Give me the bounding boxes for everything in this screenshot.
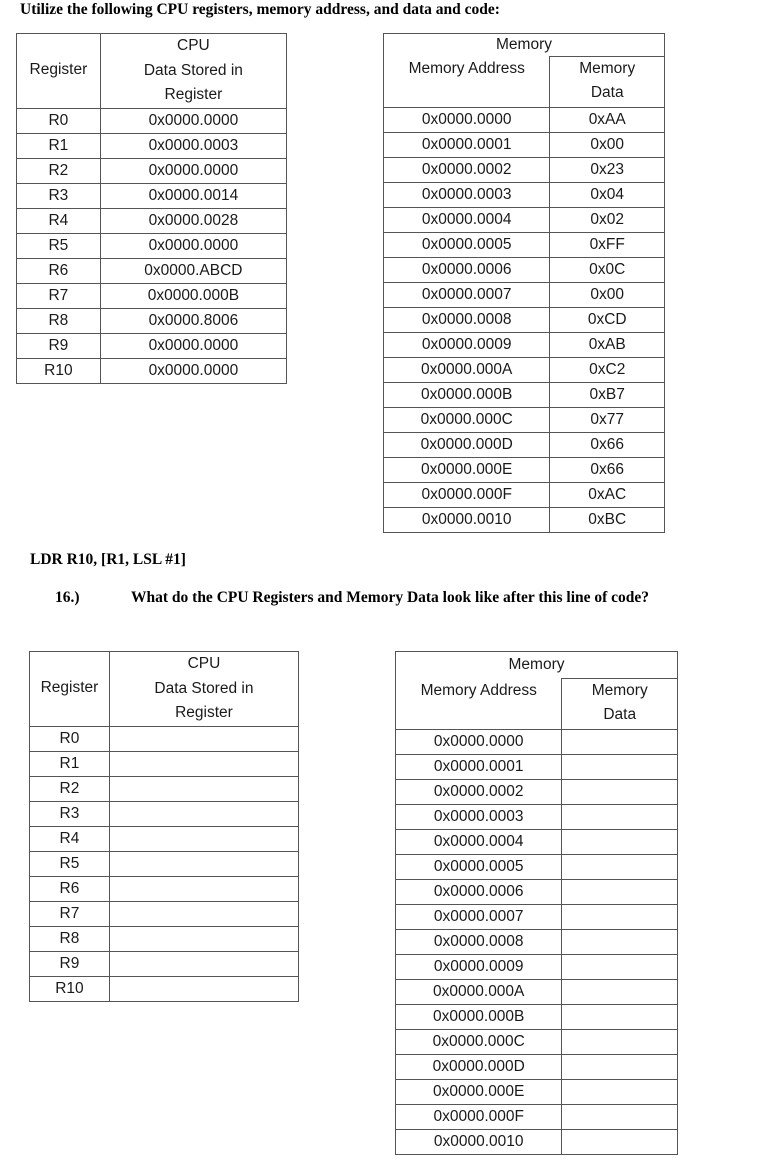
- register-answer-cell[interactable]: [109, 927, 298, 952]
- register-answer-cell[interactable]: [109, 802, 298, 827]
- table-row: [384, 508, 665, 533]
- memory-answer-cell[interactable]: [562, 780, 678, 805]
- register-answer-cell[interactable]: [109, 902, 298, 927]
- memory-answer-cell[interactable]: [562, 1130, 678, 1155]
- memory-data: 0x02: [550, 208, 665, 233]
- register-name: R4: [30, 827, 110, 852]
- table-row: [396, 1130, 678, 1155]
- question-number: 16.): [55, 589, 80, 606]
- memory-data-header-answer: Memory Data: [562, 679, 678, 730]
- memory-data-header: Memory Data: [550, 57, 665, 108]
- register-value: 0x0000.0000: [100, 109, 286, 134]
- memory-data: 0x0C: [550, 258, 665, 283]
- register-name: R5: [30, 852, 110, 877]
- memory-answer-cell[interactable]: [562, 955, 678, 980]
- memory-answer-cell[interactable]: [562, 755, 678, 780]
- register-header-answer: Register: [30, 652, 110, 727]
- register-value: 0x0000.0000: [100, 334, 286, 359]
- memory-address: 0x0000.0007: [384, 283, 550, 308]
- code-line: LDR R10, [R1, LSL #1]: [30, 551, 186, 568]
- memory-answer-cell[interactable]: [562, 730, 678, 755]
- memory-data: 0xC2: [550, 358, 665, 383]
- table-row: [17, 309, 287, 334]
- table-row: [30, 752, 299, 777]
- memory-header: Memory: [384, 34, 665, 57]
- memory-data: 0xBC: [550, 508, 665, 533]
- table-row: [384, 308, 665, 333]
- register-name: R0: [30, 727, 110, 752]
- register-name: R2: [30, 777, 110, 802]
- table-row: [17, 159, 287, 184]
- memory-address: 0x0000.0005: [384, 233, 550, 258]
- register-answer-cell[interactable]: [109, 877, 298, 902]
- heading: Utilize the following CPU registers, memory address, and data and code:: [20, 1, 500, 18]
- memory-data: 0xB7: [550, 383, 665, 408]
- table-row: [396, 1030, 678, 1055]
- memory-address-header-answer: Memory Address: [396, 679, 562, 730]
- table-row: [396, 980, 678, 1005]
- table-row: [396, 755, 678, 780]
- register-name: R1: [17, 134, 101, 159]
- memory-data: 0xAB: [550, 333, 665, 358]
- memory-data: 0xFF: [550, 233, 665, 258]
- table-row: [384, 233, 665, 258]
- question-text: What do the CPU Registers and Memory Data look like after this line of code?: [131, 589, 650, 606]
- register-name: R10: [17, 359, 101, 384]
- register-answer-cell[interactable]: [109, 752, 298, 777]
- memory-address: 0x0000.000A: [384, 358, 550, 383]
- table-row: [396, 955, 678, 980]
- cpu-header-answer: CPU: [109, 652, 298, 677]
- table-row: [396, 1105, 678, 1130]
- memory-address: 0x0000.0009: [396, 955, 562, 980]
- register-answer-cell[interactable]: [109, 952, 298, 977]
- memory-address: 0x0000.000C: [384, 408, 550, 433]
- register-value: 0x0000.ABCD: [100, 259, 286, 284]
- register-name: R10: [30, 977, 110, 1002]
- memory-address: 0x0000.0000: [396, 730, 562, 755]
- register-name: R7: [17, 284, 101, 309]
- table-row: [30, 977, 299, 1002]
- memory-address: 0x0000.0001: [384, 133, 550, 158]
- memory-answer-cell[interactable]: [562, 1105, 678, 1130]
- register-answer-cell[interactable]: [109, 827, 298, 852]
- memory-answer-cell[interactable]: [562, 905, 678, 930]
- table-row: [384, 458, 665, 483]
- table-row: [396, 1005, 678, 1030]
- memory-address-header: Memory Address: [384, 57, 550, 108]
- memory-address: 0x0000.0002: [384, 158, 550, 183]
- register-name: R5: [17, 234, 101, 259]
- register-name: R1: [30, 752, 110, 777]
- memory-address: 0x0000.0006: [384, 258, 550, 283]
- table-row: [396, 855, 678, 880]
- data-stored-header-answer: Data Stored in Register: [109, 677, 298, 727]
- table-row: [30, 802, 299, 827]
- register-value: 0x0000.0000: [100, 359, 286, 384]
- memory-address: 0x0000.0010: [396, 1130, 562, 1155]
- memory-answer-cell[interactable]: [562, 930, 678, 955]
- memory-address: 0x0000.000A: [396, 980, 562, 1005]
- register-name: R4: [17, 209, 101, 234]
- memory-answer-cell[interactable]: [562, 1030, 678, 1055]
- memory-answer-cell[interactable]: [562, 805, 678, 830]
- register-name: R6: [17, 259, 101, 284]
- memory-data: 0x66: [550, 433, 665, 458]
- table-row: [384, 483, 665, 508]
- table-row: [384, 333, 665, 358]
- table-row: [30, 727, 299, 752]
- table-row: [396, 805, 678, 830]
- table-row: [17, 109, 287, 134]
- memory-answer-cell[interactable]: [562, 830, 678, 855]
- memory-header-answer: Memory: [396, 652, 678, 679]
- register-answer-cell[interactable]: [109, 777, 298, 802]
- table-row: [30, 952, 299, 977]
- table-row: [396, 905, 678, 930]
- register-value: 0x0000.0028: [100, 209, 286, 234]
- table-row: [396, 1055, 678, 1080]
- table-row: [396, 830, 678, 855]
- register-value: 0x0000.0003: [100, 134, 286, 159]
- memory-address: 0x0000.0003: [384, 183, 550, 208]
- table-row: [30, 827, 299, 852]
- memory-answer-cell[interactable]: [562, 1080, 678, 1105]
- memory-address: 0x0000.000B: [396, 1005, 562, 1030]
- memory-data: 0xAA: [550, 108, 665, 133]
- table-row: [384, 183, 665, 208]
- memory-data: 0x00: [550, 133, 665, 158]
- table-row: [384, 383, 665, 408]
- memory-data: 0x66: [550, 458, 665, 483]
- memory-table-given: [383, 33, 665, 533]
- memory-address: 0x0000.000E: [384, 458, 550, 483]
- register-answer-cell[interactable]: [109, 852, 298, 877]
- memory-address: 0x0000.0010: [384, 508, 550, 533]
- memory-answer-cell[interactable]: [562, 980, 678, 1005]
- memory-address: 0x0000.0001: [396, 755, 562, 780]
- register-value: 0x0000.8006: [100, 309, 286, 334]
- register-name: R7: [30, 902, 110, 927]
- memory-address: 0x0000.000B: [384, 383, 550, 408]
- data-stored-header: Data Stored in Register: [100, 59, 286, 109]
- table-row: [17, 184, 287, 209]
- memory-answer-cell[interactable]: [562, 855, 678, 880]
- memory-answer-cell[interactable]: [562, 880, 678, 905]
- memory-address: 0x0000.000F: [384, 483, 550, 508]
- memory-address: 0x0000.000D: [384, 433, 550, 458]
- table-row: [17, 334, 287, 359]
- memory-address: 0x0000.000D: [396, 1055, 562, 1080]
- memory-address: 0x0000.0004: [384, 208, 550, 233]
- memory-data: 0x23: [550, 158, 665, 183]
- memory-address: 0x0000.0007: [396, 905, 562, 930]
- register-name: R9: [30, 952, 110, 977]
- memory-data: 0xAC: [550, 483, 665, 508]
- memory-answer-cell[interactable]: [562, 1005, 678, 1030]
- table-row: [384, 108, 665, 133]
- register-name: R8: [30, 927, 110, 952]
- memory-address: 0x0000.000E: [396, 1080, 562, 1105]
- table-row: [30, 777, 299, 802]
- register-answer-cell[interactable]: [109, 977, 298, 1002]
- register-name: R3: [30, 802, 110, 827]
- table-row: [30, 877, 299, 902]
- cpu-header: CPU: [100, 34, 286, 59]
- table-row: [396, 880, 678, 905]
- register-header: Register: [17, 34, 101, 109]
- table-row: [30, 852, 299, 877]
- table-row: [396, 780, 678, 805]
- memory-address: 0x0000.0008: [384, 308, 550, 333]
- table-row: [17, 134, 287, 159]
- memory-address: 0x0000.0005: [396, 855, 562, 880]
- table-row: [30, 927, 299, 952]
- register-value: 0x0000.0014: [100, 184, 286, 209]
- table-row: [384, 158, 665, 183]
- table-row: [384, 283, 665, 308]
- memory-address: 0x0000.0003: [396, 805, 562, 830]
- register-name: R6: [30, 877, 110, 902]
- cpu-table-answer: [29, 651, 299, 1002]
- memory-data: 0x77: [550, 408, 665, 433]
- table-row: [396, 730, 678, 755]
- table-row: [384, 208, 665, 233]
- table-row: [384, 133, 665, 158]
- table-row: [396, 930, 678, 955]
- memory-table-answer: [395, 651, 678, 1155]
- register-name: R0: [17, 109, 101, 134]
- memory-data: 0x04: [550, 183, 665, 208]
- register-answer-cell[interactable]: [109, 727, 298, 752]
- register-value: 0x0000.000B: [100, 284, 286, 309]
- register-name: R8: [17, 309, 101, 334]
- table-row: [396, 1080, 678, 1105]
- table-row: [17, 284, 287, 309]
- table-row: [17, 359, 287, 384]
- cpu-table-given: [16, 33, 287, 384]
- memory-address: 0x0000.0000: [384, 108, 550, 133]
- register-name: R9: [17, 334, 101, 359]
- memory-address: 0x0000.000C: [396, 1030, 562, 1055]
- memory-data: 0xCD: [550, 308, 665, 333]
- memory-answer-cell[interactable]: [562, 1055, 678, 1080]
- memory-address: 0x0000.0004: [396, 830, 562, 855]
- table-row: [384, 433, 665, 458]
- table-row: [30, 902, 299, 927]
- memory-address: 0x0000.0008: [396, 930, 562, 955]
- memory-data: 0x00: [550, 283, 665, 308]
- table-row: [384, 408, 665, 433]
- register-value: 0x0000.0000: [100, 159, 286, 184]
- table-row: [384, 258, 665, 283]
- register-name: R2: [17, 159, 101, 184]
- register-value: 0x0000.0000: [100, 234, 286, 259]
- memory-address: 0x0000.0002: [396, 780, 562, 805]
- register-name: R3: [17, 184, 101, 209]
- table-row: [17, 234, 287, 259]
- memory-address: 0x0000.0009: [384, 333, 550, 358]
- memory-address: 0x0000.0006: [396, 880, 562, 905]
- table-row: [17, 259, 287, 284]
- memory-address: 0x0000.000F: [396, 1105, 562, 1130]
- table-row: [384, 358, 665, 383]
- table-row: [17, 209, 287, 234]
